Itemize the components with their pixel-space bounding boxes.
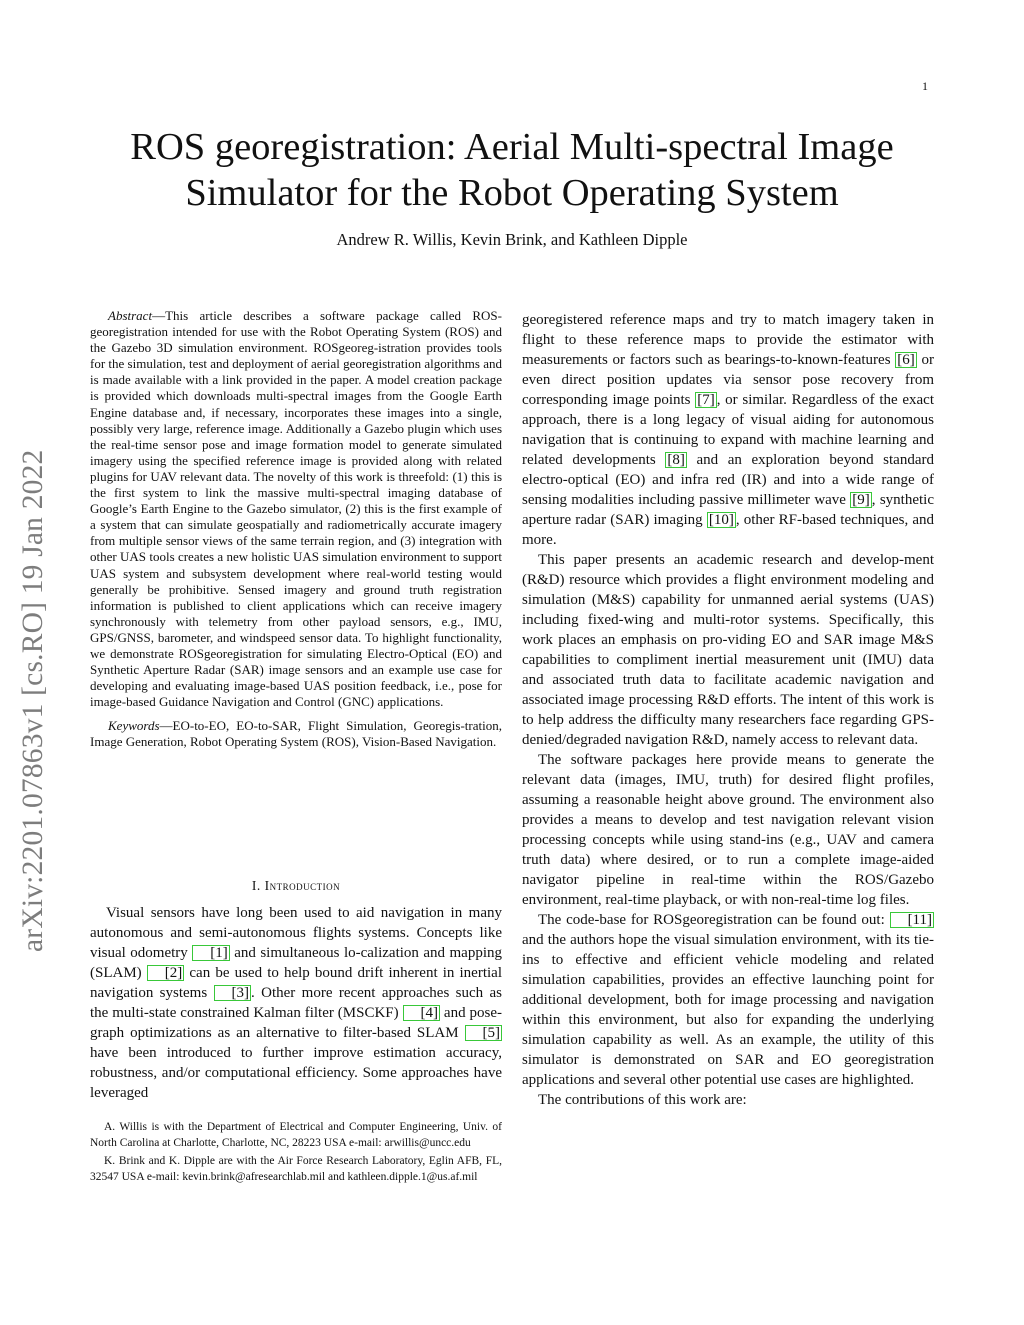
section-number: I. [251,878,261,893]
citation-link[interactable]: [3] [214,985,252,1001]
right-paragraph-5: The contributions of this work are: [538,1092,747,1108]
introduction-body [90,903,502,1103]
author-list: Andrew R. Willis, Kevin Brink, and Kathleen Dipple [336,230,688,249]
footnote-brink-dipple: K. Brink and K. Dipple are with the Air Force Research Laboratory, Eglin AFB, FL, 32547 USA e-mail: kevin.brink@afresearchlab.mil and kathleen.dipple.1@us.af.mil [90,1155,502,1183]
citation-link[interactable]: [7] [697,392,715,408]
citation-link[interactable]: [2] [147,965,185,981]
body-text: georegistered reference maps and try to match imagery taken in flight to these reference maps to provide the estimator with measurements or factors such as bearings-to-known-features [522,312,934,368]
abstract-text: —This article describes a software package called ROS-georegistration intended for use with the Robot Operating System (ROS) and the Gazebo 3D simulation environment. ROSgeoreg-istration provides tools for the simulation, test and deployment of aerial georegistration algorithms and is made available with a link provided in the paper. A model creation package is provided which downloads multi-spectral images from the Google Earth Engine database and, if necessary, incorporates these images into a single, possibly very large, reference image. Additionally a Gazebo plugin which uses the real-time sensor pose and image formation model to generate simulated imagery using the specified reference image is provided along with related plugins for UAV relevant data. The novelty of this work is threefold: (1) this is the first system to link the massive multi-spectral imaging database of Google’s Earth Engine to the Gazebo simulator, (2) this is the first example of a system that can simulate geospatially and radiometrically accurate imagery from multiple sensor views of the same terrain region, and (3) integration with other UAS tools creates a new holistic UAS simulation environment to support UAS system and subsystem development where real-world testing would generally be prohibitive. Sensed imagery and ground truth registration information is published to client applications which can receive imagery synchronously with telemetry from other payload sensors, e.g., IMU, GPS/GNSS, barometer, and windspeed sensor data. To highlight functionality, we demonstrate ROSgeoregistration for simulating Electro-Optical (EO) and Synthetic Aperture Radar (SAR) image sensors and an example use case for developing and evaluating image-based UAS position feedback, i.e., pose for image-based Guidance Navigation and Control (GNC) applications. [90,308,502,710]
keywords-paragraph [90,718,502,750]
body-text: and an exploration beyond standard electro-optical (EO) and infra red (IR) and into a wide range of sensing modalities including passive millimeter wave [522,452,934,508]
section-title: Introduction [264,878,341,893]
body-text: The code-base for ROSgeoregistration can be found out: [538,912,890,928]
body-text: or even direct position updates via sensor pose recovery from corresponding image points [522,352,934,408]
right-paragraph-3: The software packages here provide means to generate the relevant data (images, IMU, truth) for desired flight profiles, assuming a reasonable height above ground. The environment also provides a means to develop and test navigation relevant vision processing concepts while using stand-ins (e.g., UAV and camera truth data) where desired, or to run a complete image-aided navigator pipeline in real-time within the ROS/Gazebo environment, real-time playback, or with non-real-time log files. [522,752,934,908]
right-column-body [522,310,934,1110]
right-paragraph-2: This paper presents an academic research and develop-ment (R&D) resource which provides a flight environment modeling and simulation (M&S) capability for unmanned aerial systems (UAS) including fixed-wing and multi-rotor systems. Specifically, this work places an emphasis on pro-viding EO and SAR image M&S capabilities to compliment inertial measurement unit (IMU) data and associated truth data to facilitate academic navigation and associated image processing R&D efforts. The intent of this work is to help address the difficulty many researchers face regarding GPS-denied/degraded navigation R&D, namely access to relevant data. [522,552,934,748]
intro-text: and simultaneous lo-calization and mapping (SLAM) [90,945,502,981]
citation-link[interactable]: [10] [708,512,734,528]
intro-text: Visual sensors have long been used to aid navigation in many autonomous and semi-autonomous flights systems. Concepts like visual odometry [90,905,502,961]
page-number: 1 [922,79,928,93]
citation-link[interactable]: [5] [465,1025,503,1041]
body-text: and the authors hope the visual simulation environment, with its tie-ins to effective and efficient vehicle modeling and related simulation capabilities, provides an effective launching point for additional development, both for image processing and navigation within this environment, but also for expanding the underlying simulation capability as well. As an example, the utility of this simulator is demonstrated on SAR and EO georegistration applications and several other potential use cases are highlighted. [522,932,934,1088]
body-text: , synthetic aperture radar (SAR) imaging [522,492,934,528]
footnote-willis: A. Willis is with the Department of Electrical and Computer Engineering, Univ. of North Carolina at Charlotte, Charlotte, NC, 28223 USA e-mail: arwillis@uncc.edu [90,1121,502,1149]
citation-link[interactable]: [4] [403,1005,441,1021]
citation-link[interactable]: [9] [852,492,870,508]
keywords-label: Keywords [108,718,160,734]
paper-title [60,124,964,216]
intro-text: have been introduced to further improve estimation accuracy, robustness, and/or computational efficiency. Some approaches have leveraged [90,1045,502,1101]
abstract-paragraph [90,308,502,710]
intro-paragraph [90,903,502,1103]
title-line-2: Simulator for the Robot Operating System [185,172,839,214]
citation-link[interactable]: [1] [192,945,230,961]
right-paragraph-4 [522,910,934,1090]
arxiv-identifier-stamp[interactable]: arXiv:2201.07863v1 [cs.RO] 19 Jan 2022 [17,449,49,952]
citation-link[interactable]: [8] [667,452,685,468]
right-paragraph-1 [522,310,934,550]
abstract-label: Abstract [108,308,153,323]
body-text: , other RF-based techniques, and more. [522,512,934,548]
title-line-1: ROS georegistration: Aerial Multi-spectral Image [130,126,894,168]
abstract-section [90,308,502,751]
citation-link[interactable]: [6] [897,352,915,368]
keywords-text: —EO-to-EO, EO-to-SAR, Flight Simulation, Georegis-tration, Image Generation, Robot Operating System (ROS), Vision-Based Navigation. [90,718,502,750]
intro-text: and pose-graph optimizations as an alternative to filter-based SLAM [90,1005,502,1041]
citation-link[interactable]: [11] [890,912,934,928]
intro-text: can be used to help bound drift inherent in inertial navigation systems [90,965,502,1001]
body-text: , or similar. Regardless of the exact approach, there is a long legacy of visual aiding for autonomous navigation that is continuing to expand with machine learning and related developments [522,392,934,468]
section-heading-introduction [90,878,502,894]
affiliation-footnotes [90,1120,502,1188]
intro-text: . Other more recent approaches such as the multi-state constrained Kalman filter (MSCKF) [90,985,503,1021]
